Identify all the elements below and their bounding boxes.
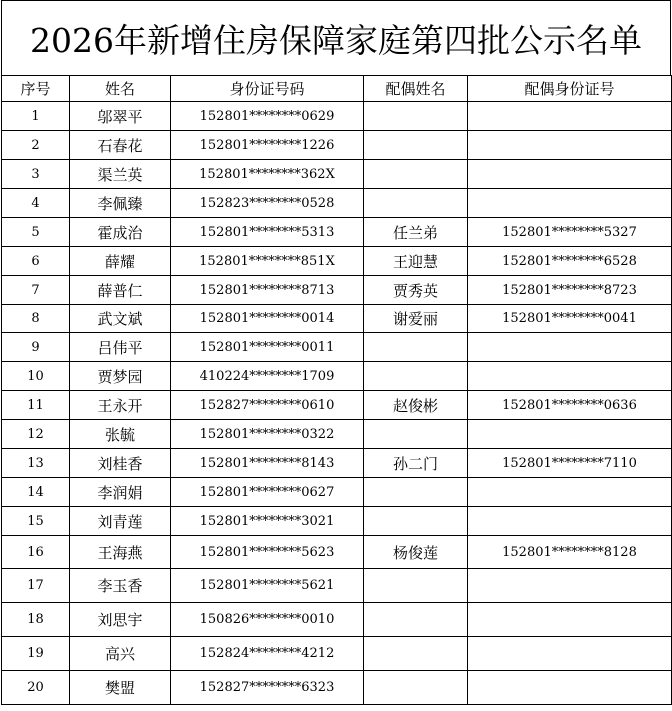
cell-seq: 9 bbox=[2, 333, 70, 362]
cell-id: 152823********0528 bbox=[171, 189, 364, 218]
header-spouse-name: 配偶姓名 bbox=[364, 76, 468, 102]
cell-spouse-name: 王迎慧 bbox=[364, 247, 468, 276]
cell-spouse-id bbox=[468, 333, 672, 362]
cell-seq: 1 bbox=[2, 102, 70, 131]
cell-spouse-id bbox=[468, 507, 672, 536]
cell-spouse-name bbox=[364, 333, 468, 362]
cell-seq: 14 bbox=[2, 478, 70, 507]
cell-id: 152801********0627 bbox=[171, 478, 364, 507]
cell-id: 152801********8143 bbox=[171, 449, 364, 478]
table-row bbox=[2, 569, 672, 603]
cell-name: 邬翠平 bbox=[70, 102, 171, 131]
cell-spouse-name bbox=[364, 603, 468, 637]
cell-seq: 18 bbox=[2, 603, 70, 637]
cell-spouse-name bbox=[364, 102, 468, 131]
table-row bbox=[2, 131, 672, 160]
cell-spouse-name bbox=[364, 160, 468, 189]
cell-seq: 2 bbox=[2, 131, 70, 160]
cell-spouse-name: 谢爱丽 bbox=[364, 305, 468, 333]
table-row bbox=[2, 276, 672, 305]
cell-id: 152801********851X bbox=[171, 247, 364, 276]
header-seq: 序号 bbox=[2, 76, 70, 102]
cell-seq: 6 bbox=[2, 247, 70, 276]
cell-spouse-id bbox=[468, 603, 672, 637]
cell-seq: 7 bbox=[2, 276, 70, 305]
cell-seq: 13 bbox=[2, 449, 70, 478]
cell-id: 152827********6323 bbox=[171, 671, 364, 705]
cell-id: 152801********5313 bbox=[171, 218, 364, 247]
cell-id: 152801********5621 bbox=[171, 569, 364, 603]
table-row bbox=[2, 247, 672, 276]
cell-seq: 8 bbox=[2, 305, 70, 333]
cell-name: 张毓 bbox=[70, 420, 171, 449]
cell-name: 李玉香 bbox=[70, 569, 171, 603]
cell-spouse-name bbox=[364, 671, 468, 705]
table-row bbox=[2, 362, 672, 391]
cell-spouse-id: 152801********5327 bbox=[468, 218, 672, 247]
table-row bbox=[2, 333, 672, 362]
cell-name: 刘思宇 bbox=[70, 603, 171, 637]
cell-spouse-name bbox=[364, 478, 468, 507]
cell-seq: 10 bbox=[2, 362, 70, 391]
cell-name: 高兴 bbox=[70, 637, 171, 671]
page-title: 2026年新增住房保障家庭第四批公示名单 bbox=[1, 0, 671, 75]
cell-seq: 17 bbox=[2, 569, 70, 603]
cell-name: 石春花 bbox=[70, 131, 171, 160]
roster-body bbox=[2, 102, 672, 705]
cell-name: 薛普仁 bbox=[70, 276, 171, 305]
cell-spouse-id bbox=[468, 420, 672, 449]
cell-seq: 19 bbox=[2, 637, 70, 671]
cell-name: 李佩臻 bbox=[70, 189, 171, 218]
header-id: 身份证号码 bbox=[171, 76, 364, 102]
cell-spouse-id bbox=[468, 478, 672, 507]
cell-name: 王海燕 bbox=[70, 536, 171, 569]
table-row bbox=[2, 102, 672, 131]
table-row bbox=[2, 218, 672, 247]
cell-name: 王永开 bbox=[70, 391, 171, 420]
cell-spouse-name bbox=[364, 131, 468, 160]
cell-name: 贾梦园 bbox=[70, 362, 171, 391]
cell-id: 152801********1226 bbox=[171, 131, 364, 160]
cell-spouse-name bbox=[364, 637, 468, 671]
cell-seq: 12 bbox=[2, 420, 70, 449]
table-row bbox=[2, 305, 672, 333]
cell-seq: 11 bbox=[2, 391, 70, 420]
cell-id: 152801********0014 bbox=[171, 305, 364, 333]
header-spouse-id: 配偶身份证号 bbox=[468, 76, 672, 102]
table-row bbox=[2, 671, 672, 705]
cell-spouse-name bbox=[364, 189, 468, 218]
cell-spouse-id bbox=[468, 131, 672, 160]
cell-spouse-id: 152801********0041 bbox=[468, 305, 672, 333]
table-row bbox=[2, 536, 672, 569]
table-row bbox=[2, 391, 672, 420]
cell-name: 刘桂香 bbox=[70, 449, 171, 478]
table-row bbox=[2, 420, 672, 449]
cell-name: 霍成治 bbox=[70, 218, 171, 247]
table-row bbox=[2, 507, 672, 536]
cell-spouse-id: 152801********8723 bbox=[468, 276, 672, 305]
cell-name: 薛耀 bbox=[70, 247, 171, 276]
roster-sheet bbox=[1, 0, 671, 705]
table-row bbox=[2, 478, 672, 507]
cell-spouse-id bbox=[468, 569, 672, 603]
cell-id: 152824********4212 bbox=[171, 637, 364, 671]
cell-name: 李润娟 bbox=[70, 478, 171, 507]
cell-id: 152801********3021 bbox=[171, 507, 364, 536]
cell-spouse-id bbox=[468, 160, 672, 189]
cell-id: 152801********0011 bbox=[171, 333, 364, 362]
cell-spouse-id bbox=[468, 189, 672, 218]
table-row bbox=[2, 603, 672, 637]
cell-spouse-name bbox=[364, 569, 468, 603]
cell-spouse-id: 152801********0636 bbox=[468, 391, 672, 420]
cell-spouse-id bbox=[468, 362, 672, 391]
cell-seq: 20 bbox=[2, 671, 70, 705]
cell-id: 410224********1709 bbox=[171, 362, 364, 391]
table-row bbox=[2, 449, 672, 478]
cell-id: 152801********0629 bbox=[171, 102, 364, 131]
cell-name: 渠兰英 bbox=[70, 160, 171, 189]
cell-seq: 16 bbox=[2, 536, 70, 569]
table-row bbox=[2, 637, 672, 671]
cell-id: 152827********0610 bbox=[171, 391, 364, 420]
cell-spouse-name: 杨俊莲 bbox=[364, 536, 468, 569]
header-row bbox=[2, 76, 672, 102]
cell-spouse-name bbox=[364, 507, 468, 536]
cell-spouse-name bbox=[364, 362, 468, 391]
cell-spouse-id bbox=[468, 637, 672, 671]
cell-id: 152801********362X bbox=[171, 160, 364, 189]
cell-spouse-id: 152801********7110 bbox=[468, 449, 672, 478]
cell-seq: 4 bbox=[2, 189, 70, 218]
cell-name: 樊盟 bbox=[70, 671, 171, 705]
cell-spouse-name: 贾秀英 bbox=[364, 276, 468, 305]
cell-seq: 3 bbox=[2, 160, 70, 189]
cell-id: 150826********0010 bbox=[171, 603, 364, 637]
cell-spouse-id bbox=[468, 671, 672, 705]
table-row bbox=[2, 160, 672, 189]
cell-name: 吕伟平 bbox=[70, 333, 171, 362]
cell-spouse-name: 孙二门 bbox=[364, 449, 468, 478]
cell-seq: 5 bbox=[2, 218, 70, 247]
cell-name: 刘青莲 bbox=[70, 507, 171, 536]
cell-spouse-id bbox=[468, 102, 672, 131]
cell-id: 152801********8713 bbox=[171, 276, 364, 305]
header-name: 姓名 bbox=[70, 76, 171, 102]
cell-seq: 15 bbox=[2, 507, 70, 536]
cell-id: 152801********0322 bbox=[171, 420, 364, 449]
cell-spouse-id: 152801********8128 bbox=[468, 536, 672, 569]
cell-name: 武文斌 bbox=[70, 305, 171, 333]
table-row bbox=[2, 189, 672, 218]
cell-spouse-name: 赵俊彬 bbox=[364, 391, 468, 420]
cell-spouse-id: 152801********6528 bbox=[468, 247, 672, 276]
cell-spouse-name bbox=[364, 420, 468, 449]
cell-id: 152801********5623 bbox=[171, 536, 364, 569]
cell-spouse-name: 任兰弟 bbox=[364, 218, 468, 247]
roster-table bbox=[1, 75, 672, 705]
